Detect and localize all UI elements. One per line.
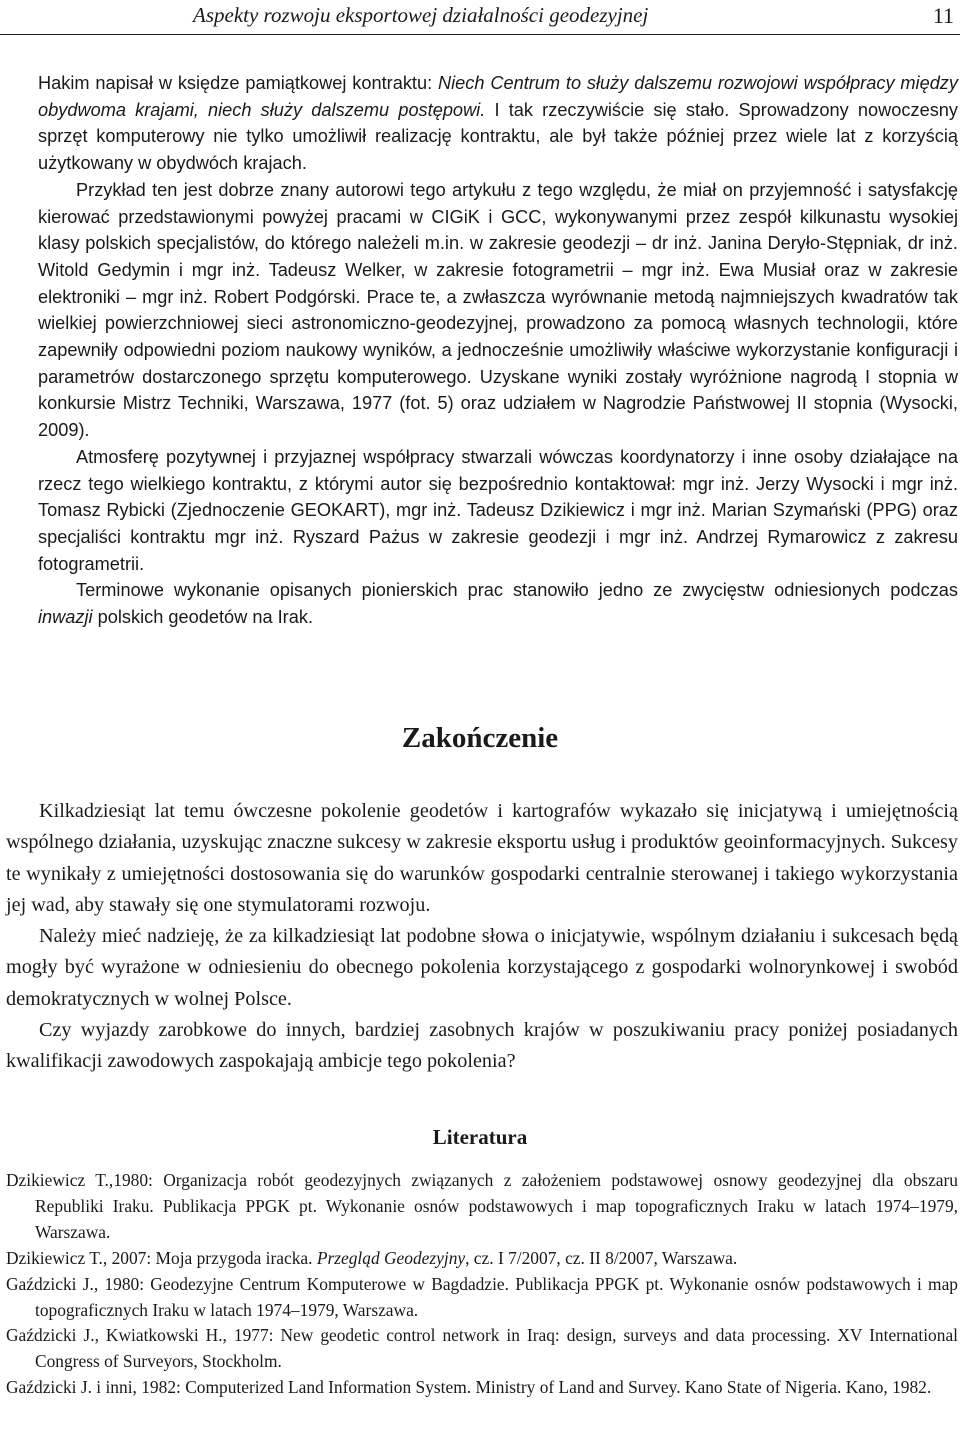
paragraph: Czy wyjazdy zarobkowe do innych, bardziej zasobnych krajów w poszukiwaniu pracy poniżej posiadanych kwalifikacji zawodowych zaspokajają ambicje tego pokolenia? xyxy=(6,1019,958,1073)
paragraph: Atmosferę pozytywnej i przyjaznej współpracy stwarzali wówczas koordynatorzy i inne osoby działające na rzecz tego wielkiego kontraktu, z którymi autor się bezpośrednio kontaktował: mgr inż. Jerzy Wysocki i mgr inż. Tomasz Rybicki (Zjednoczenie GEOKART), mgr inż. Tadeusz Dzikiewicz i mgr inż. Marian Szymański (PPG) oraz specjaliści kontraktu mgr inż. Ryszard Pażus w zakresie geodezji i mgr inż. Andrzej Rymarowicz z zakresu fotogrametrii. xyxy=(38,446,958,574)
page-header xyxy=(0,0,960,35)
paragraph xyxy=(38,70,958,177)
literature-heading: Literatura xyxy=(432,1125,528,1149)
text-run: I tak rzeczywiście się stało. Sprowadzony nowoczesny sprzęt komputerowy nie tylko umożliwił realizację kontraktu, ale był także później przez wiele lat z korzyścią użytkowany w obydwóch krajach. xyxy=(38,99,958,174)
text-run: Dzikiewicz T., 2007: Moja przygoda iracka. xyxy=(6,1247,317,1268)
paragraph: Przykład ten jest dobrze znany autorowi tego artykułu z tego względu, że miał on przyjemność i satysfakcję kierować przedstawionymi powyżej pracami w CIGiK i GCC, wykonywanymi przez zespół kilkunastu wysokiej klasy polskich specjalistów, do którego należeli m.in. w zakresie geodezji – dr inż. Janina Deryło-Stępniak, dr inż. Witold Gedymin i mgr inż. Tadeusz Welker, w zakresie fotogrametrii – mgr inż. Ewa Musiał oraz w zakresie elektroniki – mgr inż. Robert Podgórski. Prace te, a zwłaszcza wyrównanie metodą najmniejszych kwadratów tak wielkiej powierzchniowej sieci astronomiczno-geodezyjnej, prowadzono za pomocą własnych technologii, które zapewniły odpowiedni poziom naukowy wyników, a jednocześnie umożliwiły właściwe wykorzystanie konfiguracji i parametrów dostarczonego sprzętu komputerowego. Uzyskane wyniki zostały wyróżnione nagrodą I stopnia w konkursie Mistrz Techniki, Warszawa, 1977 (fot. 5) oraz udziałem w Nagrodzie Państwowej II stopnia (Wysocki, 2009). xyxy=(38,179,958,441)
reference-item: Gaździcki J., 1980: Geodezyjne Centrum Komputerowe w Bagdadzie. Publikacja PPGK pt. Wykonanie osnów podstawowych i map topograficznych Iraku w latach 1974–1979, Warszawa. xyxy=(6,1273,958,1320)
reference-item: Gaździcki J. i inni, 1982: Computerized Land Information System. Ministry of Land and Survey. Kano State of Nigeria. Kano, 1982. xyxy=(6,1377,932,1398)
page-number: 11 xyxy=(932,3,954,28)
text-run: Terminowe wykonanie opisanych pionierskich prac stanowiło jedno ze zwycięstw odniesionych podczas xyxy=(76,580,958,601)
body-text-sans xyxy=(38,70,958,631)
text-run: Hakim napisał w księdze pamiątkowej kontraktu: xyxy=(38,73,438,93)
reference-item: Dzikiewicz T.,1980: Organizacja robót geodezyjnych związanych z założeniem podstawowej osnowy geodezyjnej dla obszaru Republiki Iraku. Publikacja PPGK pt. Wykonanie osnów podstawowych i map topograficznych Iraku w latach 1974–1979, Warszawa. xyxy=(6,1170,958,1242)
section-heading: Zakończenie xyxy=(401,722,559,754)
paragraph: Należy mieć nadzieję, że za kilkadziesiąt lat podobne słowa o inicjatywie, wspólnym działaniu i sukcesach będą mogły być wyrażone w odniesieniu do obecnego pokolenia korzystającego z gospodarki wolnorynkowej i swobód demokratycznych w wolnej Polsce. xyxy=(6,925,958,1010)
paragraph xyxy=(38,577,958,630)
paragraph: Kilkadziesiąt lat temu ówczesne pokolenie geodetów i kartografów wykazało się inicjatywą i umiejętnością wspólnego działania, uzyskując znaczne sukcesy w zakresie eksportu usług i produktów geoinformacyjnych. Sukcesy te wynikały z umiejętności dostosowania się do warunków gospodarki centralnie sterowanej i takiego wykorzystania jej wad, aby stawały się one stymulatorami rozwoju. xyxy=(6,800,958,916)
journal-title: Przegląd Geodezyjny xyxy=(316,1247,466,1268)
emphasis-italic: inwazji xyxy=(38,607,93,628)
reference-item: Gaździcki J., Kwiatkowski H., 1977: New geodetic control network in Iraq: design, surveys and data processing. XV International Congress of Surveyors, Stockholm. xyxy=(6,1325,958,1372)
text-run: polskich geodetów na Irak. xyxy=(92,607,313,628)
reference-item xyxy=(6,1246,958,1272)
reference-list xyxy=(6,1168,958,1401)
running-title: Aspekty rozwoju eksportowej działalności geodezyjnej xyxy=(193,3,649,27)
quote-italic: Niech Centrum to służy dalszemu rozwojowi współpracy między obydwoma krajami, niech służy dalszemu postępowi. xyxy=(38,73,958,120)
conclusion-text xyxy=(6,796,958,1078)
text-run: , cz. I 7/2007, cz. II 8/2007, Warszawa. xyxy=(465,1247,738,1268)
